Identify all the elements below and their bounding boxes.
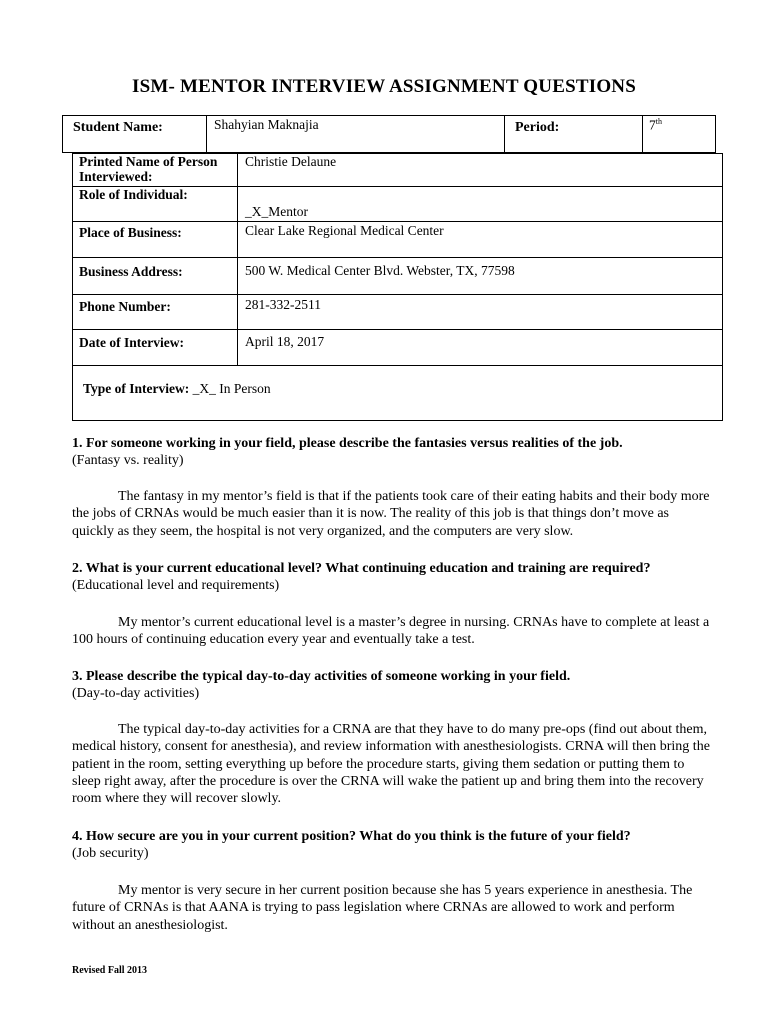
place-value-cell (238, 222, 722, 257)
place-label: Place of Business: (79, 225, 182, 240)
date-value: April 18, 2017 (245, 334, 325, 349)
phone-value: 281-332-2511 (245, 297, 321, 312)
address-label: Business Address: (79, 264, 183, 279)
printed-name-value: Christie Delaune (245, 154, 337, 169)
student-table (62, 115, 716, 153)
period-number: 7 (649, 117, 656, 133)
question-1-topic: (Fantasy vs. reality) (72, 453, 184, 468)
phone-label: Phone Number: (79, 299, 171, 314)
student-name-value: Shahyian Maknajia (214, 117, 319, 132)
period-label: Period: (515, 120, 560, 135)
printed-name-label-cell (73, 154, 238, 186)
phone-label-cell (73, 295, 238, 329)
page-title: ISM- MENTOR INTERVIEW ASSIGNMENT QUESTIONS (132, 76, 636, 97)
row-address (73, 258, 722, 295)
date-value-cell (238, 330, 722, 365)
place-label-cell (73, 222, 238, 257)
question-3 (72, 668, 712, 702)
period-value (649, 117, 662, 134)
period-label-cell (505, 116, 643, 152)
address-label-cell (73, 258, 238, 294)
interview-type-cell (73, 366, 722, 420)
role-label: Role of Individual: (79, 187, 188, 202)
interview-type-line (83, 381, 271, 397)
row-place (73, 222, 722, 258)
address-value-cell (238, 258, 722, 294)
place-value: Clear Lake Regional Medical Center (245, 223, 444, 238)
revision-footer: Revised Fall 2013 (72, 965, 147, 976)
student-name-label: Student Name: (73, 120, 163, 135)
date-label-cell (73, 330, 238, 365)
question-2-topic: (Educational level and requirements) (72, 578, 280, 593)
answer-3: The typical day-to-day activities for a CRNA are that they have to do many pre-ops (find out about them, medical history, consent for anesthesia), and review information with anesthesiologists. CRNA will then bring the patient in the room, setting everything up before the procedure starts, giving them sedation or putting them to sleep right away, after the procedure is over the CRNA will wake the patient up and bring them into the recovery room where they will recover slowly. (72, 722, 710, 807)
date-label: Date of Interview: (79, 335, 184, 350)
printed-name-value-cell (238, 154, 722, 186)
period-suffix: th (655, 117, 662, 126)
question-1 (72, 435, 712, 469)
question-1-text: 1. For someone working in your field, please describe the fantasies versus realities of the job. (72, 436, 623, 451)
answer-2: My mentor’s current educational level is a master’s degree in nursing. CRNAs have to complete at least a 100 hours of continuing education every year and eventually take a test. (72, 615, 710, 648)
role-label-cell (73, 187, 238, 221)
printed-name-label-line1: Printed Name of Person (79, 154, 218, 169)
question-3-topic: (Day-to-day activities) (72, 686, 200, 701)
address-value: 500 W. Medical Center Blvd. Webster, TX, 77598 (245, 263, 515, 278)
row-date (73, 330, 722, 366)
row-phone (73, 295, 722, 330)
answer-4: My mentor is very secure in her current position because she has 5 years experience in anesthesia. The future of CRNAs is that AANA is trying to pass legislation where CRNAs are allowed to work and perform without an anesthesiologist. (72, 883, 693, 933)
question-4 (72, 828, 712, 862)
question-2-text: 2. What is your current educational level? What continuing education and training are required? (72, 561, 651, 576)
student-name-label-cell (63, 116, 207, 152)
row-role (73, 187, 722, 222)
student-name-value-cell (207, 116, 505, 152)
interview-info-table (72, 153, 723, 421)
row-printed-name (73, 154, 722, 187)
row-interview-type (73, 366, 722, 420)
question-3-text: 3. Please describe the typical day-to-day activities of someone working in your field. (72, 669, 571, 684)
question-4-topic: (Job security) (72, 846, 149, 861)
interview-type-label: Type of Interview: (83, 381, 190, 396)
phone-value-cell (238, 295, 722, 329)
period-value-cell (643, 116, 715, 152)
printed-name-label-line2: Interviewed: (79, 169, 153, 184)
role-value-cell (238, 187, 722, 221)
question-2 (72, 560, 712, 594)
question-4-text: 4. How secure are you in your current position? What do you think is the future of your field? (72, 829, 631, 844)
role-value: _X_Mentor (245, 204, 308, 219)
interview-type-value: _X_ In Person (192, 381, 271, 396)
answer-1: The fantasy in my mentor’s field is that if the patients took care of their eating habits and their body more the jobs of CRNAs would be much easier than it is now. The reality of this job is that things don’t move as quickly as they seem, the hospital is not very organized, and the computers are very slow. (72, 489, 710, 539)
